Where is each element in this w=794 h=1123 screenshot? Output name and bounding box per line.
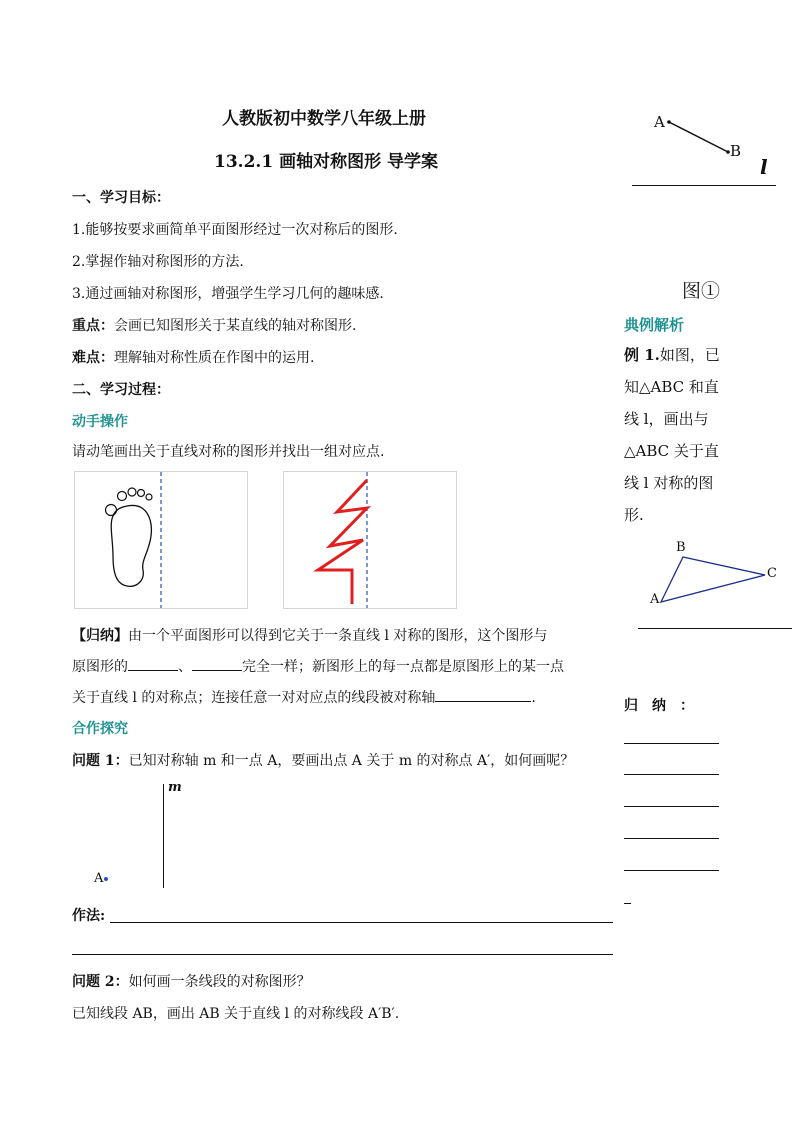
toe-1: [106, 505, 117, 516]
toe-5: [146, 494, 152, 500]
key-text: 会画已知图形关于某直线的轴对称图形.: [114, 318, 357, 334]
example-line-2: 知△ABC 和直: [624, 378, 719, 396]
question-1-label: 问题 1：: [72, 753, 129, 769]
example-label: 例 1.: [624, 346, 660, 364]
summary-text-3a: 关于直线 l 的对称点；连接任意一对对应点的线段被对称轴: [72, 690, 436, 706]
zigzag-figure-box: [283, 471, 457, 609]
difficulty-label: 难点：: [72, 350, 114, 366]
page-title: 人教版初中数学八年级上册: [222, 109, 426, 129]
example-line-6: 形.: [624, 506, 644, 524]
sidebar-point-a: A: [654, 113, 665, 131]
key-point: [72, 315, 356, 335]
goal-3: 3.通过画轴对称图形，增强学生学习几何的趣味感.: [72, 286, 384, 302]
section1-heading: 一、学习目标：: [72, 190, 170, 206]
triangle-abc-figure: [650, 545, 770, 615]
axis-m-line: [163, 784, 164, 888]
figure-1-label: 图①: [682, 280, 721, 302]
example-line-3: 线 l，画出与: [624, 410, 709, 428]
method-label: 作法:: [72, 908, 106, 924]
question-2-label: 问题 2：: [72, 974, 129, 990]
hands-on-instruction: 请动笔画出关于直线对称的图形并找出一组对应点.: [72, 444, 385, 460]
sidebar-line-l: [632, 185, 776, 186]
key-label: 重点：: [72, 318, 114, 334]
summary-text-2c: 完全一样；新图形上的每一点都是原图形上的某一点: [242, 659, 564, 675]
difficulty-text: 理解轴对称性质在作图中的运用.: [114, 350, 315, 366]
method-answer-line-1[interactable]: [110, 922, 613, 923]
zigzag-figure: [284, 472, 456, 608]
goal-1: 1.能够按要求画简单平面图形经过一次对称后的图形.: [72, 222, 398, 238]
toe-4: [138, 490, 145, 497]
segment-ab-figure: [650, 112, 770, 172]
cooperate-heading: 合作探究: [72, 721, 128, 737]
sidebar-answer-line-4[interactable]: [624, 838, 719, 839]
hands-on-heading: 动手操作: [72, 414, 128, 430]
question-1: [72, 750, 574, 770]
summary-text-3b: .: [531, 690, 536, 706]
sidebar-answer-line-2[interactable]: [624, 774, 719, 775]
question-2-text: 如何画一条线段的对称图形？: [128, 974, 311, 990]
foot-figure-box: [74, 471, 248, 609]
example-line-1: 如图，已: [659, 346, 720, 364]
toe-3: [128, 488, 136, 496]
page-subtitle: 13.2.1 画轴对称图形 导学案: [214, 152, 438, 172]
summary-text-2b: 、: [178, 659, 192, 675]
segment-ab: [669, 122, 728, 152]
point-a-dot: [104, 877, 108, 881]
axis-m-label: m: [168, 780, 182, 795]
zigzag-shape: [318, 480, 367, 604]
difficulty-point: [72, 347, 314, 367]
question-1-text: 已知对称轴 m 和一点 A，要画出点 A 关于 m 的对称点 A′，如何画呢？: [128, 753, 575, 769]
point-a-mark: [667, 120, 671, 124]
sidebar-summary-label: 归 纳 ：: [624, 698, 694, 714]
section2-heading: 二、学习过程：: [72, 382, 170, 398]
foot-outline: [111, 505, 151, 586]
example-line-4: △ABC 关于直: [624, 442, 719, 460]
example-line-5: 线 l 对称的图: [624, 474, 714, 492]
sidebar-answer-line-3[interactable]: [624, 806, 719, 807]
sidebar-line-l-label: l: [760, 155, 768, 179]
question-2: [72, 971, 311, 991]
blank-2[interactable]: [192, 656, 242, 671]
summary-text-2a: 原图形的: [72, 659, 128, 675]
example-text: [624, 339, 720, 531]
summary-line-2: [72, 656, 564, 676]
triangle-abc: [661, 557, 765, 602]
point-a-label: A: [94, 871, 104, 886]
summary-line-3: [72, 687, 536, 707]
sidebar-answer-line-6[interactable]: [624, 903, 631, 904]
summary-label: 【归纳】: [72, 628, 128, 644]
triangle-point-a: A: [650, 592, 660, 607]
foot-figure: [75, 472, 247, 608]
blank-3[interactable]: [435, 687, 531, 702]
sidebar-answer-line-5[interactable]: [624, 870, 719, 871]
triangle-point-c: C: [767, 566, 777, 581]
example-heading: 典例解析: [624, 316, 685, 334]
triangle-base-line: [638, 628, 792, 629]
triangle-point-b: B: [676, 540, 686, 555]
goal-2: 2.掌握作轴对称图形的方法.: [72, 254, 244, 270]
sidebar-answer-line-1[interactable]: [624, 743, 719, 744]
sidebar-point-b: B: [730, 142, 742, 160]
summary-line-1: [72, 625, 547, 645]
summary-text-1: 由一个平面图形可以得到它关于一条直线 l 对称的图形，这个图形与: [128, 628, 548, 644]
blank-1[interactable]: [128, 656, 178, 671]
method-answer-line-2[interactable]: [72, 954, 613, 955]
question-2-detail: 已知线段 AB，画出 AB 关于直线 l 的对称线段 A′B′.: [72, 1006, 400, 1022]
toe-2: [118, 492, 127, 501]
